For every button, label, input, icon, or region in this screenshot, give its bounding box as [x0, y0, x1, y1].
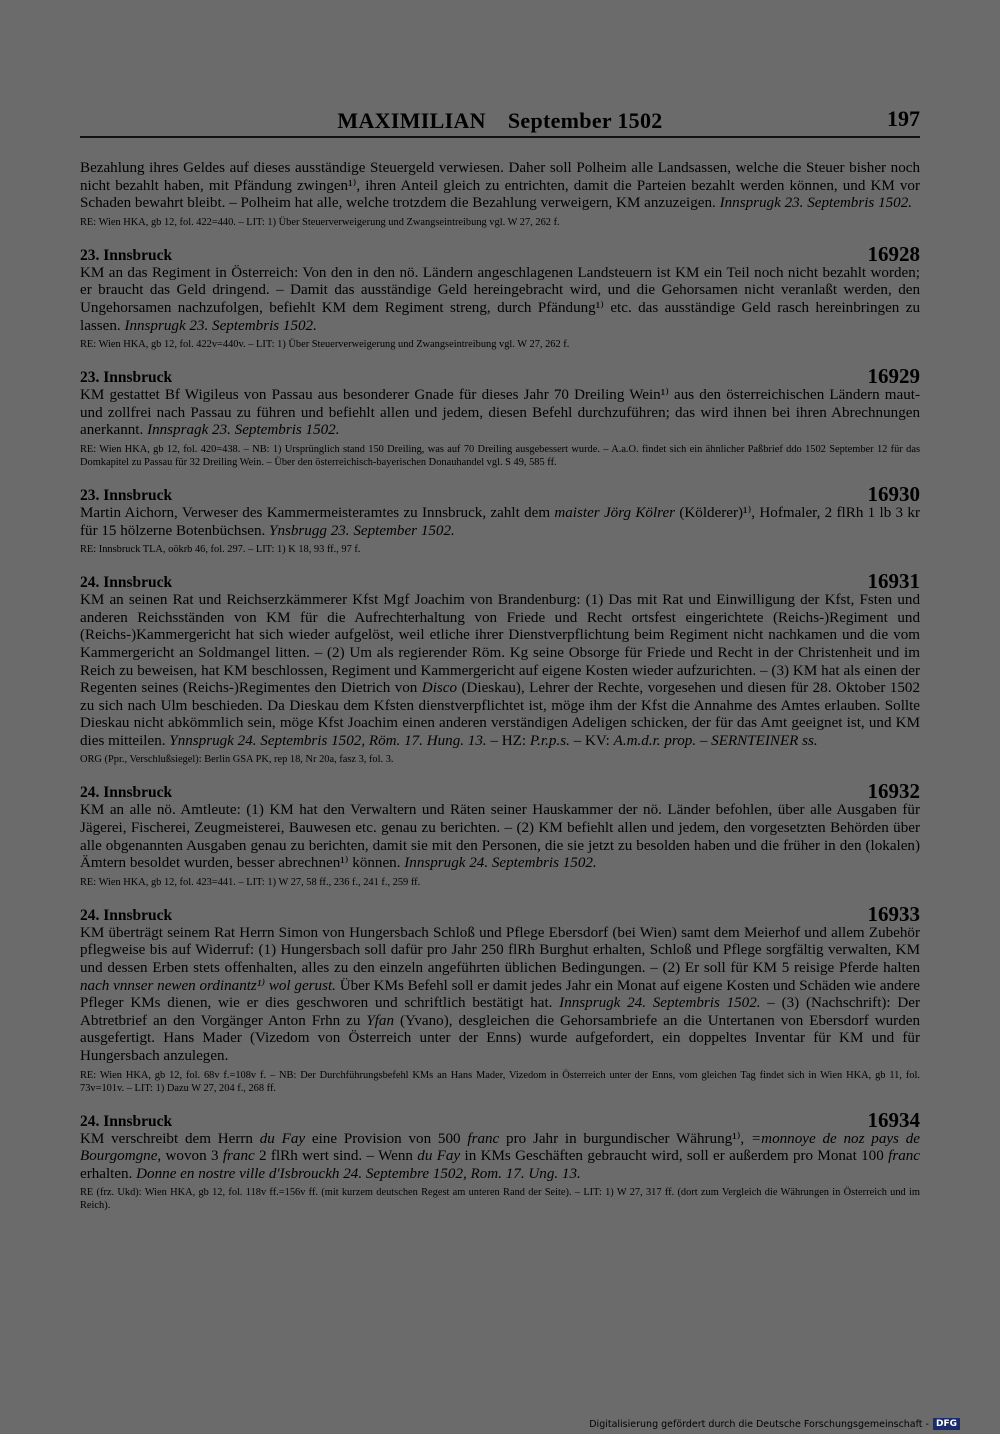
entry-ref: RE (frz. Ukd): Wien HKA, gb 12, fol. 118v ff.=156v ff. (mit kurzem deutschen Regest am unteren Rand der Seite). – LIT: 1) W 27, 317 ff. (dort zum Vergleich die Währungen in Österreich und im Reich). — [80, 1187, 920, 1212]
entry-16929 — [80, 365, 920, 469]
entry-text: KM an seinen Rat und Reichserzkämmerer Kfst Mgf Joachim von Brandenburg: (1) Das mit Rat und Einwilligung der Kfst, Fsten und anderen Reichsständen von KM für die Aufrechterhaltung von Friede und Recht ortsfest eingerichtete (Reichs-)Regiment und (Reichs-)Kammergericht hat sich wieder aufgelöst, weil etliche ihrer Dienstverpflichtung beim Regiment nicht nachkamen und die vom Kammergericht an Soldmangel litten. – (2) Um als regierender Röm. Kg seine Obsorge für Friede und Recht in der Christenheit und im Reich zu beweisen, hat KM beschlossen, Regiment und Kammergericht auf eigene Kosten wieder aufzurichten. – (3) KM hat als einen der Regenten seines (Reichs-)Regimentes den Dietrich von Disco (Dieskau), Lehrer der Rechte, vorgesehen und diesen für 28. Oktober 1502 zu sich nach Ulm beschieden. Da Dieskau dem Kfsten dienstverpflichtet ist, möge ihm der Kfst die Annahme des Amtes erlauben. Sollte Dieskau nicht abkömmlich sein, möge Kfst Joachim einen anderen verständigen Adeligen schicken, der für das Amt geeignet ist, und KM dies mitteilen. Ynnsprugk 24. Septembris 1502, Röm. 17. Hung. 13. – HZ: P.r.p.s. – KV: A.m.d.r. prop. – SERNTEINER ss. — [80, 592, 920, 749]
intro-text: Bezahlung ihres Geldes auf dieses ausständige Steuergeld verwiesen. Daher soll Polheim alle Landsassen, welche die Steuer bisher noch nicht bezahlt haben, mit Pfändung zwingen¹⁾, ihren Anteil gleich zu entrichten, damit die Parteien bezahlt werden können, und KM vor Schaden bewahrt bleibt. – Polheim hat alle, welche trotzdem die Bezahlung verweigern, KM anzuzeigen. Innsprugk 23. Septembris 1502. — [80, 160, 920, 212]
entry-ref: ORG (Ppr., Verschlußsiegel): Berlin GSA PK, rep 18, Nr 20a, fasz 3, fol. 3. — [80, 754, 394, 766]
credit-text: Digitalisierung gefördert durch die Deutsche Forschungsgemeinschaft - — [589, 1418, 929, 1430]
document-body — [80, 160, 920, 1212]
entry-date: 24. Innsbruck — [80, 906, 173, 924]
entry-number: 16934 — [867, 1107, 920, 1132]
header-month: September 1502 — [507, 108, 663, 133]
entry-16931 — [80, 570, 920, 766]
entry-number: 16929 — [867, 364, 920, 389]
entry-text: KM an alle nö. Amtleute: (1) KM hat den Verwaltern und Räten seiner Hauskammer der nö. Länder befohlen, über alle Ausgaben für Jägerei, Fischerei, Zeugmeisterei, Bauwesen etc. genau zu berichten. – (2) KM befiehlt allen und jedem, den vorgesetzten Behörden über alle obgenannten Ausgaben genau zu berichten, damit sie mit den Personen, die sie jetzt zu besolden haben und die früher in den (lokalen) Ämtern besoldet wurden, besser abrechnen¹⁾ können. Innsprugk 24. Septembris 1502. — [80, 802, 920, 872]
page-header — [80, 104, 920, 138]
entry-number: 16928 — [867, 241, 920, 266]
header-name: MAXIMILIAN — [337, 108, 486, 133]
intro-continuation — [80, 160, 920, 229]
entry-date: 23. Innsbruck — [80, 486, 173, 504]
entry-date: 23. Innsbruck — [80, 246, 173, 264]
running-title — [80, 108, 920, 134]
entry-16934 — [80, 1109, 920, 1213]
entry-date: 23. Innsbruck — [80, 369, 173, 387]
entry-ref: RE: Wien HKA, gb 12, fol. 68v f.=108v f. – NB: Der Durchführungsbefehl KMs an Hans Mader, Vizedom in Österreich unter der Enns, vom gleichen Tag findet sich in Wien HKA, gb 11, fol. 73v=101v. – LIT: 1) Dazu W 27, 204 f., 268 ff. — [80, 1069, 920, 1094]
digitization-credit — [589, 1418, 960, 1430]
entry-text: KM überträgt seinem Rat Herrn Simon von Hungersbach Schloß und Pflege Ebersdorf (bei Wien) samt dem Meierhof und allem Zubehör pflegweise bis auf Widerruf: (1) Hungersbach soll dafür pro Jahr 250 flRh Burghut erhalten, Schloß und Pflege sorgfältig verwalten, KM und dessen Erben stets offenhalten, alles zu den einzeln angeführten üblichen Bedingungen. – (2) Er soll für KM 5 reisige Pferde halten nach vnnser newen ordinantz¹⁾ wol gerust. Über KMs Befehl soll er damit jedes Jahr ein Monat auf eigene Kosten und Schäden wie andere Pfleger KMs dienen, wie er dies geschworen und schriftlich bestätigt hat. Innsprugk 24. Septembris 1502. – (3) (Nachschrift): Der Abtretbrief an den Vorgänger Anton Frhn zu Yfan (Yvano), desgleichen die Gehorsambriefe an die Untertanen von Ebersdorf wurden ausgefertigt. Hans Mader (Vizedom von Österreich unter der Enns) wurde aufgefordert, ein doppeltes Inventar für KM und für Hungersbach anzulegen. — [80, 924, 920, 1064]
entry-16933 — [80, 903, 920, 1095]
entry-ref: RE: Wien HKA, gb 12, fol. 423=441. – LIT: 1) W 27, 58 ff., 236 f., 241 f., 259 ff. — [80, 876, 421, 888]
page-number: 197 — [887, 106, 920, 131]
entry-text: KM an das Regiment in Österreich: Von den in den nö. Ländern angeschlagenen Landsteuern ist KM ein Teil noch nicht bezahlt worden; er braucht das Geld dringend. – Damit das ausständige Geld hereingebracht wird, und die Gehorsamen nicht veranlaßt werden, den Ungehorsamen nachzufolgen, befiehlt KM dem Regiment streng, durch Pfändung¹⁾ etc. das ausständige Geld rasch hereinbringen zu lassen. Innsprugk 23. Septembris 1502. — [80, 264, 920, 334]
entry-date: 24. Innsbruck — [80, 784, 173, 802]
entry-number: 16933 — [867, 901, 920, 926]
entry-ref: RE: Innsbruck TLA, oökrb 46, fol. 297. – LIT: 1) K 18, 93 ff., 97 f. — [80, 544, 361, 556]
entry-text: KM gestattet Bf Wigileus von Passau aus besonderer Gnade für dieses Jahr 70 Dreiling Wein¹⁾ aus den österreichischen Ländern maut- und zollfrei nach Passau zu führen und befiehlt allen und jedem, diesen Befehl durchzuführen; das wird ihnen bei ihren Abrechnungen anerkannt. Innspragk 23. Septembris 1502. — [80, 387, 920, 439]
entry-16930 — [80, 483, 920, 556]
entry-ref: RE: Wien HKA, gb 12, fol. 420=438. – NB: 1) Ursprünglich stand 150 Dreiling, was auf 70 Dreiling ausgebessert wurde. – A.a.O. findet sich ein ähnlicher Paßbrief ddo 1502 September 12 für das Domkapitel zu Passau für 32 Dreiling Wein. – Über den österreichisch-bayerischen Donauhandel vgl. S 49, 585 ff. — [80, 443, 920, 468]
intro-ref: RE: Wien HKA, gb 12, fol. 422=440. – LIT: 1) Über Steuerverweigerung und Zwangseintreibung vgl. W 27, 262 f. — [80, 216, 560, 228]
entry-text: KM verschreibt dem Herrn du Fay eine Provision von 500 franc pro Jahr in burgundischer Währung¹⁾, =monnoye de noz pays de Bourgomgne, wovon 3 franc 2 flRh wert sind. – Wenn du Fay in KMs Geschäften gebraucht wird, soll er außerdem pro Monat 100 franc erhalten. Donne en nostre ville d'Isbrouckh 24. Septembre 1502, Rom. 17. Ung. 13. — [80, 1130, 920, 1182]
dfg-logo-icon: DFG — [933, 1418, 960, 1430]
entry-ref: RE: Wien HKA, gb 12, fol. 422v=440v. – LIT: 1) Über Steuerverweigerung und Zwangseintreibung vgl. W 27, 262 f. — [80, 339, 570, 351]
entry-16928 — [80, 243, 920, 351]
entry-number: 16931 — [867, 569, 920, 594]
entry-text: Martin Aichorn, Verweser des Kammermeisteramtes zu Innsbruck, zahlt dem maister Jörg Kölrer (Kölderer)¹⁾, Hofmaler, 2 flRh 1 lb 3 kr für 15 hölzerne Botenbüchsen. Ynsbrugg 23. September 1502. — [80, 504, 920, 539]
entry-number: 16930 — [867, 481, 920, 506]
entry-number: 16932 — [867, 779, 920, 804]
entry-date: 24. Innsbruck — [80, 1112, 173, 1130]
entry-date: 24. Innsbruck — [80, 574, 173, 592]
entry-16932 — [80, 780, 920, 888]
